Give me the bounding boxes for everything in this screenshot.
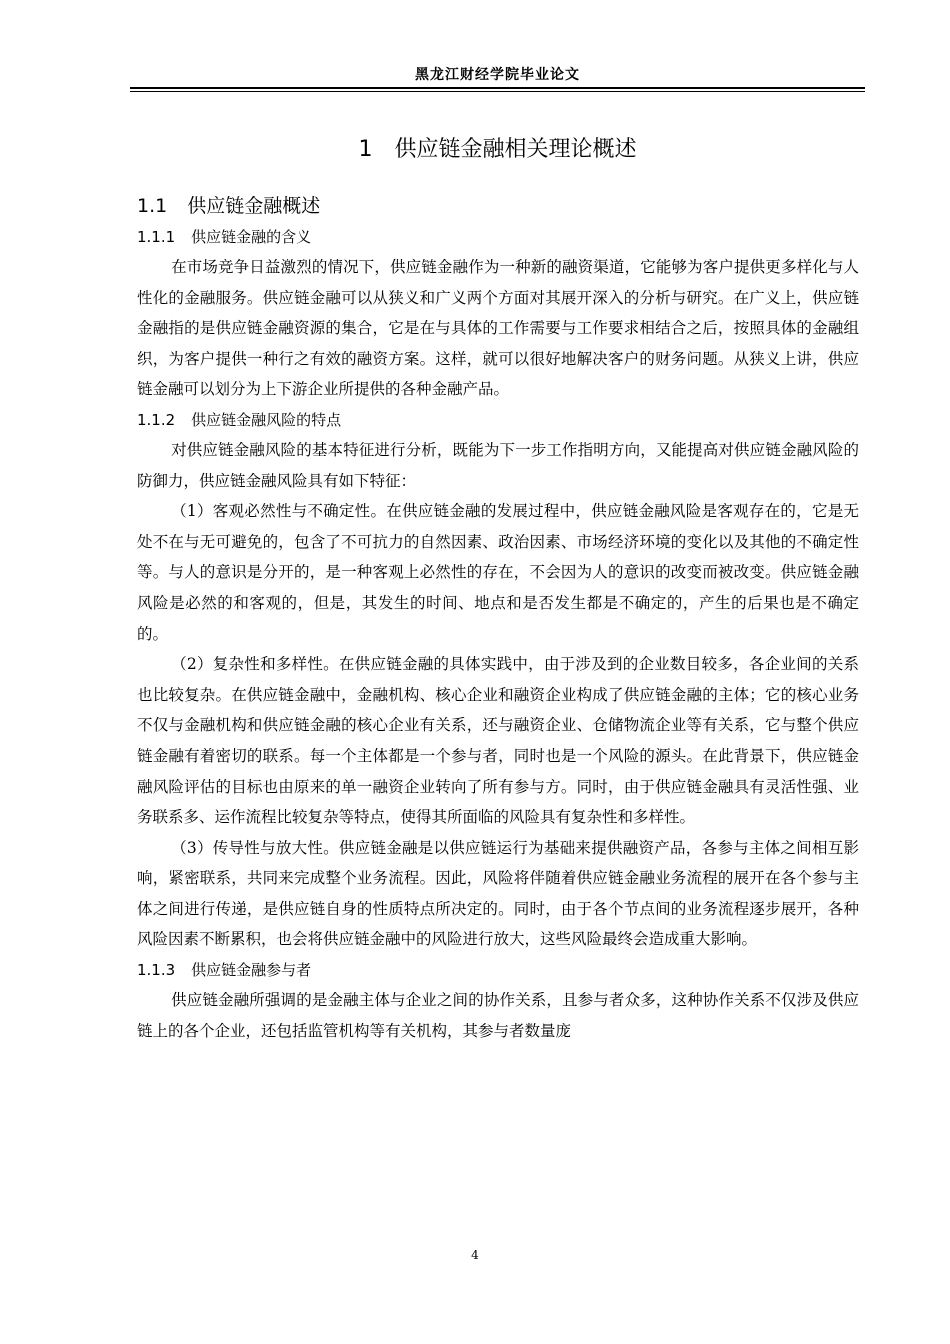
paragraph: （2）复杂性和多样性。在供应链金融的具体实践中，由于涉及到的企业数目较多，各企业间的关系也比较复杂。在供应链金融中，金融机构、核心企业和融资企业构成了供应链金融的主体；它的核心业务不仅与金融机构和供应链金融的核心企业有关系，还与融资企业、仓储物流企业等有关系，它与整个供应链金融有着密切的联系。每一个主体都是一个参与者，同时也是一个风险的源头。在此背景下，供应链金融风险评估的目标也由原来的单一融资企业转向了所有参与方。同时，由于供应链金融具有灵活性强、业务联系多、运作流程比较复杂等特点，使得其所面临的风险具有复杂性和多样性。 [137, 655, 859, 827]
paragraph: 在市场竞争日益激烈的情况下，供应链金融作为一种新的融资渠道，它能够为客户提供更多样化与人性化的金融服务。供应链金融可以从狭义和广义两个方面对其展开深入的分析与研究。在广义上，供应链金融指的是供应链金融资源的集合，它是在与具体的工作需要与工作要求相结合之后，按照具体的金融组织，为客户提供一种行之有效的融资方案。这样，就可以很好地解决客户的财务问题。从狭义上讲，供应链金融可以划分为上下游企业所提供的各种金融产品。 [137, 258, 859, 399]
section-heading [137, 190, 859, 222]
subsection-title: 供应链金融参与者 [191, 961, 312, 980]
page-body [137, 190, 859, 1046]
chapter-title-text: 供应链金融相关理论概述 [394, 137, 637, 162]
subsection-title: 供应链金融的含义 [191, 228, 312, 246]
page-number: 4 [471, 1248, 479, 1262]
header-rule-thin [130, 91, 865, 92]
paragraph: （1）客观必然性与不确定性。在供应链金融的发展过程中，供应链金融风险是客观存在的，它是无处不在与无可避免的，包含了不可抗力的自然因素、政治因素、市场经济环境的变化以及其他的不确定性等。与人的意识是分开的，是一种客观上必然性的存在，不会因为人的意识的改变而被改变。供应链金融风险是必然的和客观的，但是，其发生的时间、地点和是否发生都是不确定的，产生的后果也是不确定的。 [137, 502, 859, 643]
subsection-title: 供应链金融风险的特点 [191, 410, 342, 429]
subsection-heading [137, 222, 859, 252]
subsection-heading [137, 955, 859, 985]
paragraph: （3）传导性与放大性。供应链金融是以供应链运行为基础来提供融资产品，各参与主体之间相互影响，紧密联系，共同来完成整个业务流程。因此，风险将伴随着供应链金融业务流程的展开在各个参与主体之间进行传递，是供应链自身的性质特点所决定的。同时，由于各个节点间的业务流程逐步展开，各种风险因素不断累积，也会将供应链金融中的风险进行放大，这些风险最终会造成重大影响。 [137, 838, 859, 949]
subsection-heading [137, 405, 859, 435]
section-number: 1.1 [137, 195, 168, 217]
section-title: 供应链金融概述 [187, 195, 321, 217]
paragraph: 对供应链金融风险的基本特征进行分析，既能为下一步工作指明方向，又能提高对供应链金融风险的防御力，供应链金融风险具有如下特征： [137, 440, 859, 490]
subsection-number: 1.1.1 [137, 228, 176, 246]
header-title: 黑龙江财经学院毕业论文 [415, 67, 580, 83]
paragraph: 供应链金融所强调的是金融主体与企业之间的协作关系，且参与者众多，这种协作关系不仅涉及供应链上的各个企业，还包括监管机构等有关机构，其参与者数量庞 [137, 991, 859, 1040]
chapter-title [130, 132, 865, 163]
header-rule-thick [130, 87, 865, 89]
subsection-number: 1.1.3 [137, 961, 176, 980]
chapter-number: 1 [358, 137, 373, 162]
subsection-number: 1.1.2 [137, 410, 176, 429]
